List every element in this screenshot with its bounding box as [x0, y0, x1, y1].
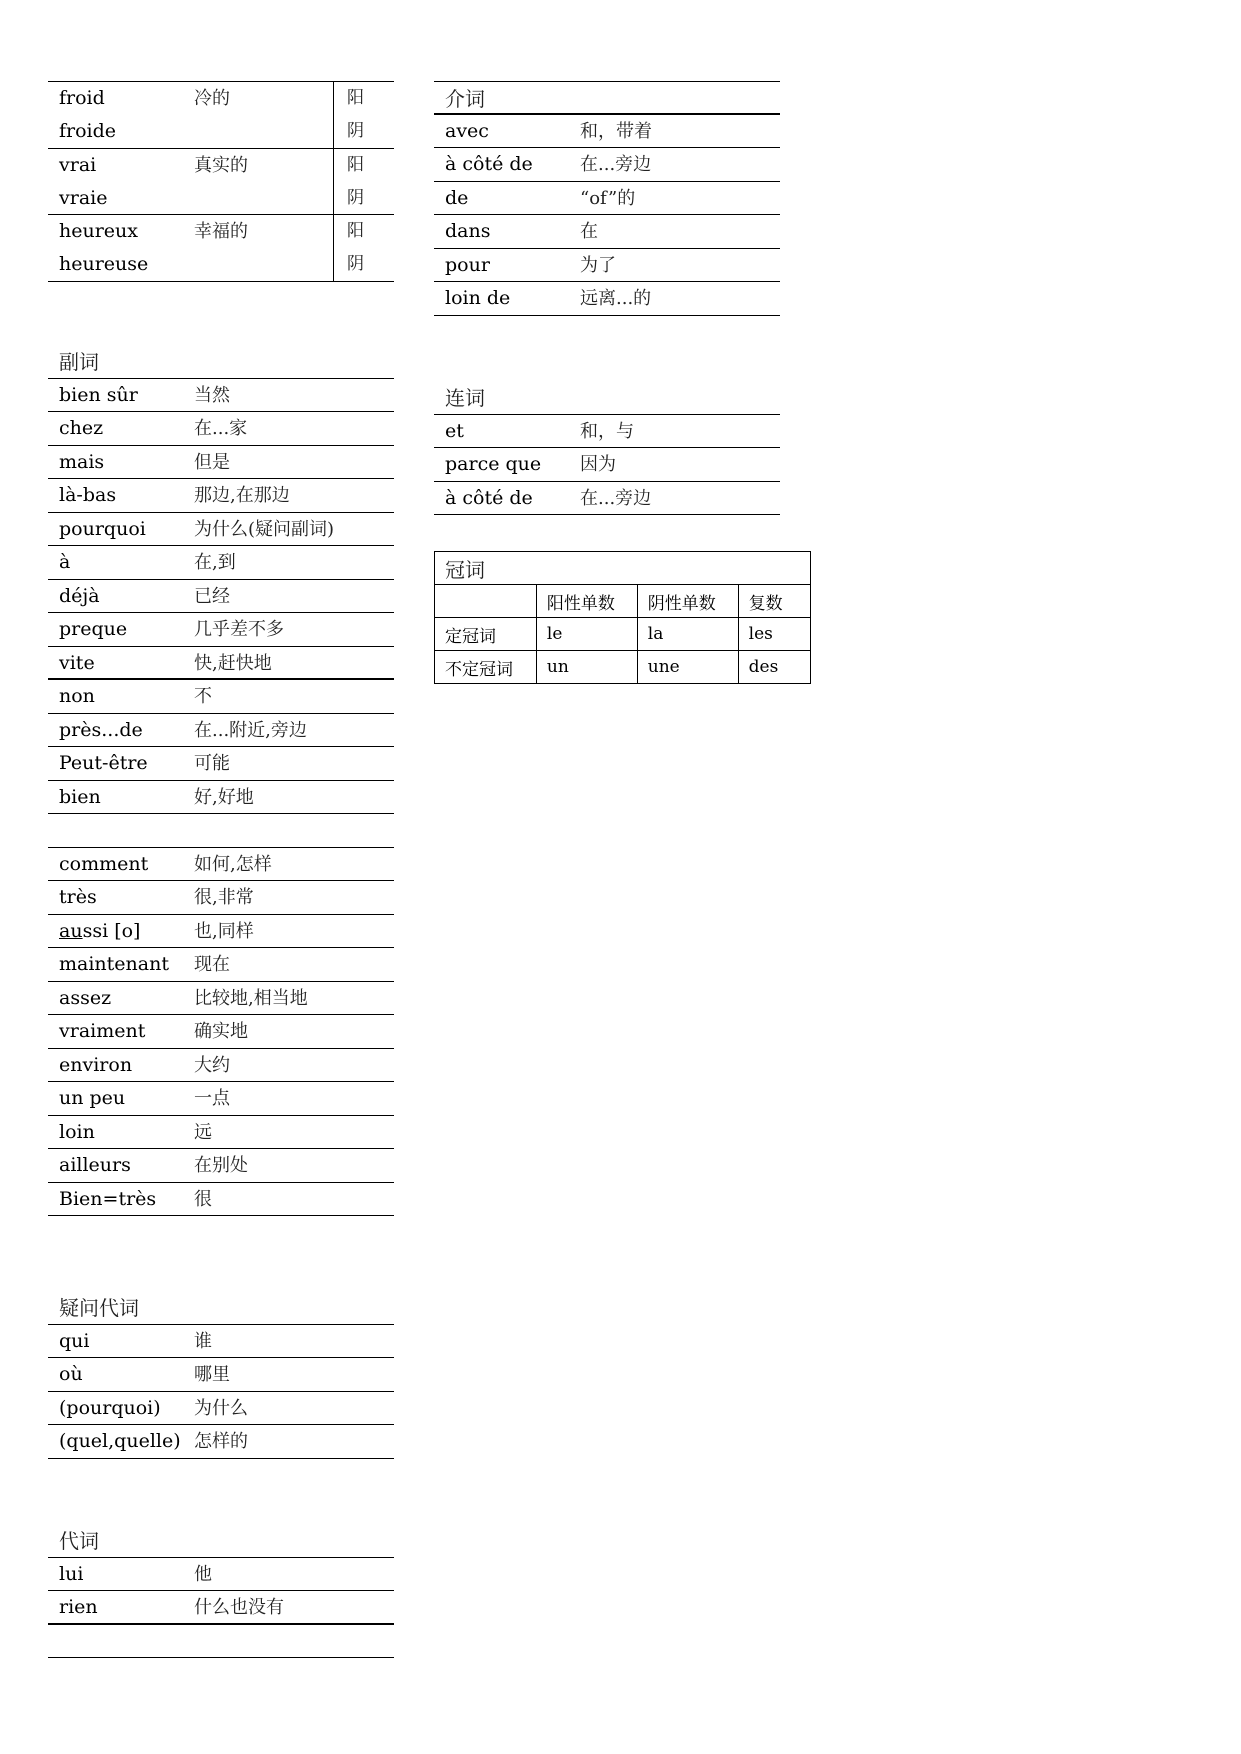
preposition-french-word: dans	[445, 220, 491, 242]
adverb-row	[48, 1116, 394, 1150]
adverb-chinese-meaning: 很	[194, 1188, 212, 1210]
adverb-french-word: Peut-être	[59, 752, 148, 774]
adverb-row	[48, 714, 394, 748]
adverb-row	[48, 1015, 394, 1049]
conjunction-row	[434, 448, 780, 482]
article-row-label: 定冠词	[435, 618, 537, 651]
interrogative-pronoun-row	[48, 1325, 394, 1359]
adjective-meaning: 真实的	[194, 154, 248, 176]
pronoun-french-word: rien	[59, 1596, 98, 1618]
adjective-masculine: froid	[59, 87, 105, 109]
adverb-french-word: à	[59, 551, 71, 573]
conjunction-french-word: et	[445, 419, 464, 442]
adverb-french-word: aussi [o]	[59, 919, 141, 942]
adverb-chinese-meaning: 为什么(疑问副词)	[194, 518, 335, 540]
adverb-row	[48, 781, 394, 815]
adverb-french-word: assez	[59, 986, 112, 1009]
conjunction-chinese-meaning: 在...旁边	[580, 487, 652, 509]
pronoun-table	[48, 1524, 394, 1658]
adverb-french-word: bien sûr	[59, 383, 138, 406]
preposition-chinese-meaning: “of”的	[580, 187, 636, 209]
adverb-row	[48, 613, 394, 647]
interrogative-pronoun-french-word: où	[59, 1363, 83, 1385]
adverb-french-word: Bien=très	[59, 1187, 157, 1210]
adverb-chinese-meaning: 但是	[194, 451, 230, 473]
pronoun-chinese-meaning: 什么也没有	[194, 1597, 284, 1618]
preposition-chinese-meaning: 和，带着	[580, 120, 652, 142]
adverb-chinese-meaning: 一点	[194, 1088, 230, 1109]
article-title: 冠词	[435, 552, 811, 585]
blank-row	[48, 814, 394, 848]
interrogative-pronoun-french-word: qui	[59, 1329, 90, 1352]
gender-masculine-label: 阳	[347, 88, 364, 108]
preposition-chinese-meaning: 远离...的	[580, 288, 652, 309]
adverb-chinese-meaning: 那边,在那边	[194, 485, 290, 506]
preposition-title: 介词	[434, 81, 780, 115]
adverb-french-word: très	[59, 886, 97, 908]
adverb-row	[48, 412, 394, 446]
adverb-french-word: près...de	[59, 718, 143, 741]
article-corner-cell	[435, 585, 537, 618]
article-column-header: 阳性单数	[536, 585, 637, 618]
adverb-title: 副词	[48, 345, 394, 379]
adverb-french-word: pourquoi	[59, 517, 146, 540]
adverb-chinese-meaning: 远	[194, 1121, 212, 1143]
adverb-chinese-meaning: 如何,怎样	[194, 853, 272, 875]
adverb-chinese-meaning: 在,到	[194, 552, 236, 573]
adjective-meaning: 幸福的	[194, 221, 248, 242]
adjective-feminine: froide	[59, 120, 117, 142]
adverb-chinese-meaning: 确实地	[194, 1021, 248, 1042]
adjective-pair	[48, 215, 394, 282]
adverb-chinese-meaning: 快,赶快地	[194, 652, 272, 674]
adverb-chinese-meaning: 几乎差不多	[194, 619, 284, 640]
adverb-row	[48, 446, 394, 480]
adverb-french-word: preque	[59, 618, 128, 640]
gender-feminine-label: 阴	[347, 254, 364, 274]
article-cell: les	[738, 618, 810, 651]
article-table	[434, 551, 811, 684]
adverb-french-word: ailleurs	[59, 1154, 131, 1176]
conjunction-chinese-meaning: 因为	[580, 454, 616, 475]
adverb-french-word: comment	[59, 852, 149, 875]
preposition-french-word: pour	[445, 253, 490, 276]
adverb-french-word: environ	[59, 1053, 133, 1076]
interrogative-pronoun-row	[48, 1358, 394, 1392]
interrogative-pronoun-chinese-meaning: 怎样的	[194, 1431, 248, 1452]
pronoun-chinese-meaning: 他	[194, 1563, 212, 1585]
pronoun-french-word: lui	[59, 1562, 84, 1585]
adjective-feminine-line	[48, 182, 394, 215]
conjunction-row	[434, 482, 780, 516]
conjunction-french-word: parce que	[445, 453, 542, 475]
adjective-pair	[48, 82, 394, 149]
gender-feminine-label: 阴	[347, 187, 364, 208]
adverb-row	[48, 1183, 394, 1217]
adverb-row	[48, 982, 394, 1016]
adverb-french-word: vite	[59, 651, 95, 674]
adverb-row	[48, 513, 394, 547]
adverb-chinese-meaning: 不	[194, 686, 212, 707]
adverb-row	[48, 680, 394, 714]
adverb-row	[48, 948, 394, 982]
adverb-row	[48, 546, 394, 580]
gender-masculine-label: 阳	[347, 221, 364, 241]
article-cell: un	[536, 651, 637, 684]
adverb-chinese-meaning: 在别处	[194, 1155, 248, 1176]
gender-masculine-label: 阳	[347, 154, 364, 175]
adjective-masculine-line	[48, 215, 394, 248]
preposition-french-word: loin de	[445, 287, 511, 309]
article-column-header: 复数	[738, 585, 810, 618]
adverb-chinese-meaning: 可能	[194, 753, 230, 774]
interrogative-pronoun-chinese-meaning: 哪里	[194, 1364, 230, 1385]
adverb-row	[48, 1049, 394, 1083]
article-cell: une	[637, 651, 738, 684]
adverb-french-word: loin	[59, 1120, 95, 1143]
preposition-row	[434, 249, 780, 283]
adverb-french-word: vraiment	[59, 1020, 146, 1042]
article-cell: la	[637, 618, 738, 651]
adverb-french-word: déjà	[59, 584, 100, 607]
adverb-row	[48, 881, 394, 915]
adverb-chinese-meaning: 已经	[194, 585, 230, 607]
adverb-row	[48, 647, 394, 681]
preposition-row	[434, 182, 780, 216]
adjective-masculine: vrai	[59, 153, 97, 176]
article-cell: des	[738, 651, 810, 684]
adverb-row	[48, 379, 394, 413]
adjective-meaning: 冷的	[194, 88, 230, 109]
preposition-table	[434, 81, 780, 316]
adverb-chinese-meaning: 比较地,相当地	[194, 987, 308, 1009]
interrogative-pronoun-chinese-meaning: 谁	[194, 1330, 212, 1352]
adverb-french-word: là-bas	[59, 484, 117, 506]
preposition-row	[434, 148, 780, 182]
adjective-masculine: heureux	[59, 220, 138, 242]
adverb-chinese-meaning: 在...附近,旁边	[194, 719, 307, 741]
pronoun-row	[48, 1558, 394, 1592]
adverb-row	[48, 580, 394, 614]
adjective-feminine-line	[48, 248, 394, 281]
adverb-french-word: mais	[59, 450, 105, 473]
preposition-chinese-meaning: 为了	[580, 254, 616, 276]
conjunction-chinese-meaning: 和，与	[580, 420, 634, 442]
adverb-french-word: chez	[59, 417, 104, 439]
conjunction-french-word: à côté de	[445, 486, 533, 509]
interrogative-pronoun-title: 疑问代词	[48, 1291, 394, 1325]
conjunction-title: 连词	[434, 381, 780, 415]
adverb-row	[48, 1082, 394, 1116]
adverb-chinese-meaning: 在...家	[194, 418, 248, 439]
adverb-underlined-part: au	[59, 919, 83, 942]
adjective-pair	[48, 149, 394, 216]
pronoun-title: 代词	[48, 1524, 394, 1558]
preposition-french-word: avec	[445, 119, 489, 142]
preposition-chinese-meaning: 在...旁边	[580, 154, 652, 175]
preposition-french-word: de	[445, 186, 469, 209]
blank-row	[48, 1625, 394, 1659]
conjunction-row	[434, 415, 780, 449]
preposition-french-word: à côté de	[445, 153, 533, 175]
article-row-label: 不定冠词	[435, 651, 537, 684]
conjunction-table	[434, 381, 780, 515]
article-column-header: 阴性单数	[637, 585, 738, 618]
interrogative-pronoun-table	[48, 1291, 394, 1459]
article-row	[435, 651, 811, 684]
article-row	[435, 618, 811, 651]
adjective-table	[48, 81, 394, 282]
adverb-french-word: non	[59, 685, 95, 707]
interrogative-pronoun-row	[48, 1425, 394, 1459]
adjective-feminine-line	[48, 115, 394, 148]
pronoun-row	[48, 1591, 394, 1625]
adjective-masculine-line	[48, 149, 394, 182]
adjective-masculine-line	[48, 82, 394, 115]
adverb-chinese-meaning: 现在	[194, 954, 230, 975]
preposition-row	[434, 115, 780, 149]
adverb-row	[48, 479, 394, 513]
article-cell: le	[536, 618, 637, 651]
preposition-chinese-meaning: 在	[580, 221, 598, 242]
preposition-row	[434, 215, 780, 249]
preposition-row	[434, 282, 780, 316]
adverb-french-word: maintenant	[59, 953, 169, 975]
adjective-feminine: heureuse	[59, 253, 149, 275]
adverb-chinese-meaning: 也,同样	[194, 920, 254, 942]
adverb-french-word: un peu	[59, 1087, 126, 1109]
gender-feminine-label: 阴	[347, 121, 364, 141]
adverb-chinese-meaning: 好,好地	[194, 786, 254, 808]
adverb-chinese-meaning: 大约	[194, 1054, 230, 1076]
adverb-row	[48, 915, 394, 949]
interrogative-pronoun-chinese-meaning: 为什么	[194, 1397, 248, 1419]
adjective-feminine: vraie	[59, 186, 108, 209]
adverb-row	[48, 747, 394, 781]
adverb-row	[48, 1149, 394, 1183]
adverb-chinese-meaning: 当然	[194, 384, 230, 406]
adverb-table	[48, 345, 394, 1216]
interrogative-pronoun-row	[48, 1392, 394, 1426]
adverb-french-word: bien	[59, 785, 101, 808]
adverb-chinese-meaning: 很,非常	[194, 887, 254, 908]
adverb-row	[48, 848, 394, 882]
interrogative-pronoun-french-word: (pourquoi)	[59, 1396, 161, 1419]
interrogative-pronoun-french-word: (quel,quelle)	[59, 1430, 181, 1452]
